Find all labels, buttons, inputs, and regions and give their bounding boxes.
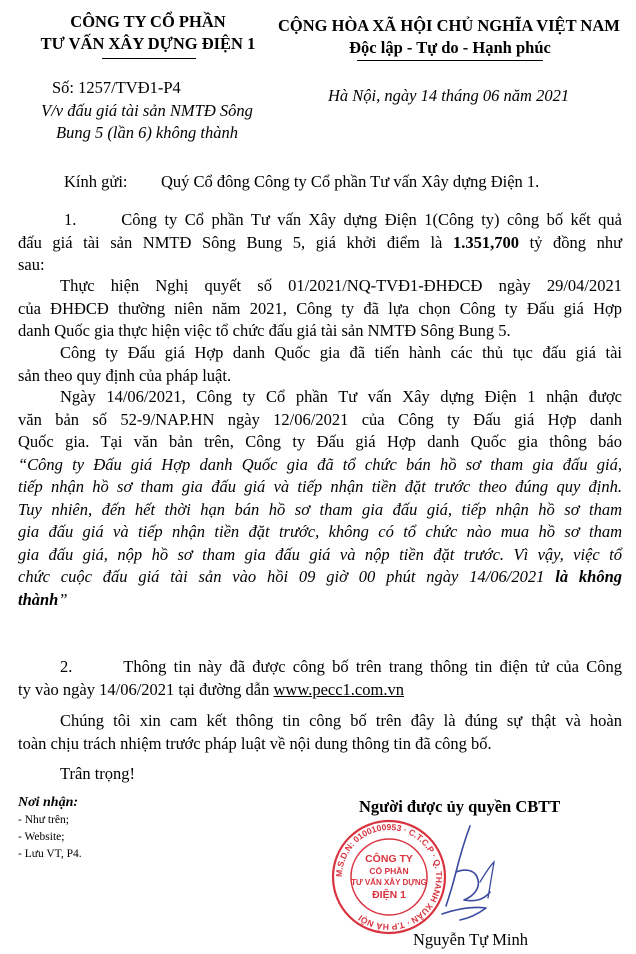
subject-line2: Bung 5 (lần 6) không thành <box>56 123 238 142</box>
body-section-6 <box>18 710 622 755</box>
quote-line-4: gia đấu giá và tiếp nhận tiền đặt trước, không có tổ chức nào mua hồ sơ tham <box>18 522 622 541</box>
company-underline <box>102 58 196 59</box>
seal-inner-ring <box>351 839 427 915</box>
signer-name: Nguyễn Tự Minh <box>413 930 528 949</box>
quote-line-6: chức cuộc đấu giá tài sản vào hồi 09 giờ 00 phút ngày 14/06/2021 <box>18 567 545 586</box>
company-name-line1: CÔNG TY CỔ PHẦN <box>70 12 226 31</box>
motto-underline <box>357 60 543 61</box>
quote-line-3: Tuy nhiên, đến hết thời hạn bán hồ sơ tham gia đấu giá, tiếp nhận hồ sơ tham <box>18 499 622 519</box>
quote-line-5: gia đấu giá, nộp hồ sơ tham gia đấu giá và nộp tiền đặt trước. Vì vậy, việc tổ <box>18 544 622 564</box>
p5-number: 2. <box>60 657 73 676</box>
subject-line1: V/v đấu giá tài sản NMTĐ Sông <box>41 101 253 120</box>
p5-line-b: ty vào ngày 14/06/2021 tại đường dẫn <box>18 679 270 699</box>
quote-line-2: tiếp nhận hồ sơ tham gia đấu giá và tiếp nhận tiền đặt trước theo đúng quy định. <box>18 477 622 496</box>
p2-line-a: Thực hiện Nghị quyết số 01/2021/NQ-TVĐ1-ĐHĐCĐ ngày 29/04/2021 <box>60 276 622 295</box>
handwritten-signature <box>420 822 510 932</box>
p4-line-c: Quốc gia. Tại văn bản trên, Công ty Đấu giá Hợp danh Quốc gia thông báo <box>18 432 622 451</box>
p6-line-a: Chúng tôi xin cam kết thông tin công bố trên đây là đúng sự thật và hoàn <box>60 711 622 730</box>
p1-line-a: Công ty Cổ phần Tư vấn Xây dựng Điện 1(Công ty) công bố kết quả <box>121 210 623 229</box>
p1-line-c: tỷ đồng như <box>529 232 623 252</box>
body-section-5 <box>18 656 622 701</box>
signature-title: Người được ủy quyền CBTT <box>359 797 561 816</box>
recipient-item: - Như trên; <box>18 814 69 826</box>
document-subject <box>12 100 282 144</box>
nation-motto: Độc lập - Tự do - Hạnh phúc <box>349 38 551 57</box>
seal-text-line3: TƯ VẤN XÂY DỰNG <box>351 878 427 887</box>
seal-text-line4: ĐIỆN 1 <box>372 889 406 901</box>
company-name-line2: TƯ VẤN XÂY DỰNG ĐIỆN 1 <box>40 34 256 53</box>
recipient-item: - Website; <box>18 831 65 843</box>
p2-line-c: danh Quốc gia thực hiện việc tổ chức đấu giá tài sản NMTĐ Sông Bung 5. <box>18 321 511 340</box>
p2-line-b: của ĐHĐCĐ thường niên năm 2021, Công ty đã lựa chọn Công ty Đấu giá Hợp <box>18 298 622 318</box>
place-date: Hà Nội, ngày 14 tháng 06 năm 2021 <box>328 86 570 105</box>
body-section-1 <box>18 209 622 277</box>
p3-line-a: Công ty Đấu giá Hợp danh Quốc gia đã tiến hành các thủ tục đấu giá tài <box>60 343 622 362</box>
body-section-2 <box>18 275 622 343</box>
recipients-list <box>18 812 82 863</box>
body-section-4 <box>18 386 622 611</box>
recipient-item: - Lưu VT, P4. <box>18 848 82 860</box>
seal-text-line2: CỔ PHẦN <box>369 866 409 876</box>
body-section-3 <box>18 342 622 387</box>
p6-line-b: toàn chịu trách nhiệm trước pháp luật về nội dung thông tin đã công bố. <box>18 733 492 753</box>
quote-line-1: “Công ty Đấu giá Hợp danh Quốc gia đã tổ chức bán hồ sơ tham gia đấu giá, <box>18 454 622 474</box>
greeting-recipient: Quý Cổ đông Công ty Cổ phần Tư vấn Xây dựng Điện 1. <box>161 172 540 191</box>
website-link[interactable]: www.pecc1.com.vn <box>273 679 404 699</box>
seal-text-line1: CÔNG TY <box>365 853 413 865</box>
p1-number: 1. <box>64 210 77 229</box>
quote-end-mark: ” <box>58 589 68 609</box>
quote-conclusion-a: là không <box>555 567 623 586</box>
p4-line-b: văn bản số 52-9/NAP.HN ngày 12/06/2021 của Công ty Đấu giá Hợp danh <box>18 409 622 429</box>
p3-line-b: sản theo quy định của pháp luật. <box>18 365 232 385</box>
closing-greeting: Trân trọng! <box>60 764 136 783</box>
greeting-label: Kính gửi: <box>64 172 128 191</box>
quote-conclusion-b: thành <box>18 589 59 609</box>
document-number: Số: 1257/TVĐ1-P4 <box>52 78 181 97</box>
nation-title: CỘNG HÒA XÃ HỘI CHỦ NGHĨA VIỆT NAM <box>278 16 620 35</box>
recipients-title: Nơi nhận: <box>18 795 79 810</box>
p1-line-b: đấu giá tài sản NMTĐ Sông Bung 5, giá khởi điểm là <box>18 232 443 252</box>
p5-line-a: Thông tin này đã được công bố trên trang thông tin điện tử của Công <box>123 657 622 676</box>
p1-line-d: sau: <box>18 255 45 274</box>
starting-price: 1.351,700 <box>452 232 519 252</box>
p4-line-a: Ngày 14/06/2021, Công ty Cổ phần Tư vấn Xây dựng Điện 1 nhận được <box>60 387 622 406</box>
seal-ring-text: M.S.D.N: 0100100953 · C.T.C.P · Q. THANH XUÂN · T.P HÀ NỘI <box>333 821 445 933</box>
